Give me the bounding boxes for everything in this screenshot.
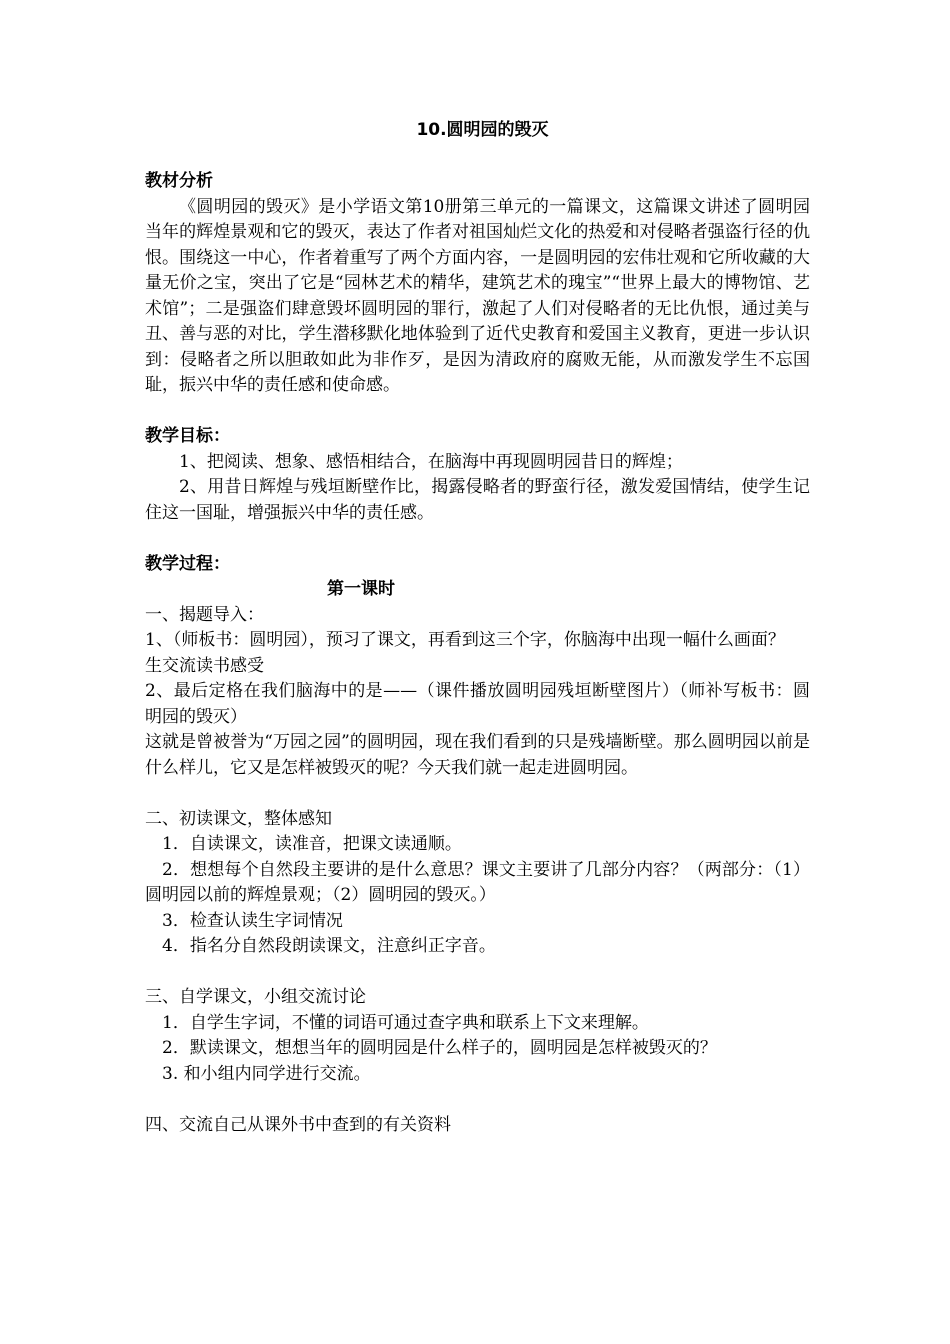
lesson-heading: 第一课时 — [327, 579, 395, 599]
section1-line-2: 生交流读书感受 — [145, 655, 264, 676]
section1-line-3: 2、最后定格在我们脑海中的是——（课件播放圆明园残垣断壁图片）（师补写板书：圆明园的毁灭） — [145, 681, 810, 727]
section2-item-4: 4．指名分自然段朗读课文，注意纠正字音。 — [162, 936, 496, 956]
spacer — [145, 781, 810, 807]
section2-item-1: 1．自读课文，读准音，把课文读通顺。 — [162, 834, 462, 854]
goals-heading: 教学目标： — [145, 426, 230, 446]
section3-item-3: 3. 和小组内同学进行交流。 — [162, 1063, 371, 1084]
section3-title: 三、自学课文，小组交流讨论 — [145, 987, 366, 1007]
section1-title: 一、揭题导入： — [145, 604, 264, 625]
analysis-heading: 教材分析 — [145, 171, 213, 191]
document-title: 10.圆明园的毁灭 — [416, 120, 549, 140]
spacer — [145, 960, 810, 986]
section4-title: 四、交流自己从课外书中查到的有关资料 — [145, 1114, 451, 1135]
spacer — [145, 144, 810, 170]
section2-title: 二、初读课文，整体感知 — [145, 808, 332, 829]
process-heading: 教学过程： — [145, 553, 230, 574]
section2-item-2: 2．想想每个自然段主要讲的是什么意思？课文主要讲了几部分内容？（两部分：（1）圆明园以前的辉煌景观；（2）圆明园的毁灭。） — [145, 859, 810, 905]
spacer — [145, 1087, 810, 1113]
spacer — [145, 526, 810, 552]
spacer — [145, 399, 810, 425]
section2-item-3: 3．检查认读生字词情况 — [162, 910, 343, 931]
analysis-body: 《圆明园的毁灭》是小学语文第10册第三单元的一篇课文，这篇课文讲述了圆明园当年的辉煌景观和它的毁灭，表达了作者对祖国灿烂文化的热爱和对侵略者强盗行径的仇恨。围绕这一中心，作者着重写了两个方面内容，一是圆明园的宏伟壮观和它所收藏的大量无价之宝，突出了它是“园林艺术的精华，建筑艺术的瑰宝”“世界上最大的博物馆、艺术馆”；二是强盗们肆意毁坏圆明园的罪行，激起了人们对侵略者的无比仇恨，通过美与丑、善与恶的对比，学生潜移默化地体验到了近代史教育和爱国主义教育，更进一步认识到：侵略者之所以胆敢如此为非作歹，是因为清政府的腐败无能，从而激发学生不忘国耻，振兴中华的责任感和使命感。 — [145, 196, 810, 395]
section1-line-4: 这就是曾被誉为“万园之园”的圆明园，现在我们看到的只是残墙断壁。那么圆明园以前是什么样儿，它又是怎样被毁灭的呢？今天我们就一起走进圆明园。 — [145, 732, 810, 778]
section3-item-2: 2．默读课文，想想当年的圆明园是什么样子的，圆明园是怎样被毁灭的？ — [162, 1038, 717, 1058]
section3-item-1: 1．自学生字词，不懂的词语可通过查字典和联系上下文来理解。 — [162, 1012, 649, 1033]
section1-line-1: 1、（师板书：圆明园），预习了课文，再看到这三个字，你脑海中出现一幅什么画面？ — [145, 630, 785, 650]
goal-item-2: 2、用昔日辉煌与残垣断壁作比，揭露侵略者的野蛮行径，激发爱国情结，使学生记住这一国耻，增强振兴中华的责任感。 — [145, 477, 810, 523]
document-page — [145, 118, 810, 1138]
goal-item-1: 1、把阅读、想象、感悟相结合，在脑海中再现圆明园昔日的辉煌； — [179, 451, 683, 472]
